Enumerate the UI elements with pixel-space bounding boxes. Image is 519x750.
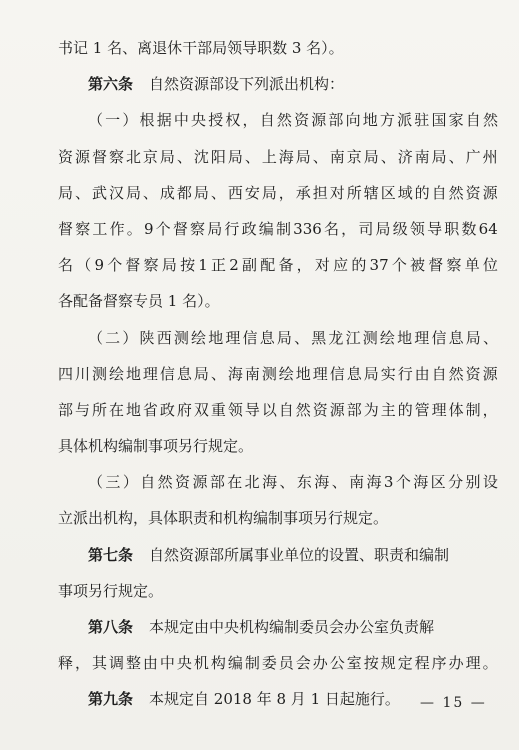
text-line-content: 具体机构编制事项另行规定。 xyxy=(58,437,254,456)
article-7-text: 自然资源部所属事业单位的设置、职责和编制 xyxy=(149,545,450,564)
text-line xyxy=(58,428,498,464)
article-8-heading-line xyxy=(58,609,498,645)
document-body xyxy=(58,30,498,718)
article-7-title: 第七条 xyxy=(88,545,134,564)
text-line xyxy=(58,645,498,681)
text-line-content: 督 察 工 作 。 9 个 督 察 局 行 政 编 制 336 名 ， 司 局 级 领 导 职 数 64 xyxy=(58,219,498,238)
text-line xyxy=(58,320,498,356)
text-line xyxy=(58,247,498,283)
article-6-title: 第六条 xyxy=(88,75,134,94)
text-line xyxy=(58,139,498,175)
text-line-content: 四 川 测 绘 地 理 信 息 局 、 海 南 测 绘 地 理 信 息 局 实 行 由 自 然 资 源 xyxy=(58,364,498,383)
text-line-content: 名 （ 9 个 督 察 局 按 1 正 2 副 配 备 ， 对 应 的 37 个 被 督 察 单 位 xyxy=(58,256,498,275)
article-6-text: 自然资源部设下列派出机构： xyxy=(149,75,345,94)
article-9-text: 本规定自 2018 年 8 月 1 日起施行。 xyxy=(149,690,400,709)
text-line-content: 释 ， 其 调 整 由 中 央 机 构 编 制 委 员 会 办 公 室 按 规 定 程 序 办 理 。 xyxy=(58,654,498,673)
text-line-content: （ 二 ） 陕 西 测 绘 地 理 信 息 局 、 黑 龙 江 测 绘 地 理 信 息 局 、 xyxy=(88,328,498,347)
text-line-content: 各配备督察专员 1 名）。 xyxy=(58,292,220,311)
text-line-content: 事项另行规定。 xyxy=(58,581,164,600)
text-line-content: （ 一 ） 根 据 中 央 授 权 ， 自 然 资 源 部 向 地 方 派 驻 国 家 自 然 xyxy=(88,111,498,130)
text-line xyxy=(58,102,498,138)
article-8-text: 本规定由中央机构编制委员会办公室负责解 xyxy=(149,618,435,636)
text-line xyxy=(58,30,498,66)
text-line-content: 部 与 所 在 地 省 政 府 双 重 领 导 以 自 然 资 源 部 为 主 的 管 理 体 制 ， xyxy=(58,400,498,419)
article-7-heading-line xyxy=(58,537,498,573)
text-line xyxy=(58,211,498,247)
text-line-content: 书记 1 名、离退休干部局领导职数 3 名）。 xyxy=(58,39,344,57)
page-number: — 15 — xyxy=(420,695,487,711)
text-line-content: 立派出机构，具体职责和机构编制事项另行规定。 xyxy=(58,509,389,528)
text-line xyxy=(58,392,498,428)
text-line-content: 局 、 武 汉 局 、 成 都 局 、 西 安 局 ， 承 担 对 所 辖 区 域 的 自 然 资 源 xyxy=(58,183,498,202)
article-8-title: 第八条 xyxy=(88,618,134,636)
article-6-heading-line xyxy=(58,66,498,102)
text-line-content: （ 三 ） 自 然 资 源 部 在 北 海 、 东 海 、 南 海 3 个 海 区 分 别 设 xyxy=(88,473,498,492)
text-line xyxy=(58,500,498,536)
text-line xyxy=(58,283,498,319)
text-line xyxy=(58,464,498,500)
article-9-title: 第九条 xyxy=(88,690,134,709)
text-line xyxy=(58,573,498,609)
text-line-content: 资 源 督 察 北 京 局 、 沈 阳 局 、 上 海 局 、 南 京 局 、 济 南 局 、 广 州 xyxy=(58,147,498,166)
text-line xyxy=(58,356,498,392)
text-line xyxy=(58,175,498,211)
